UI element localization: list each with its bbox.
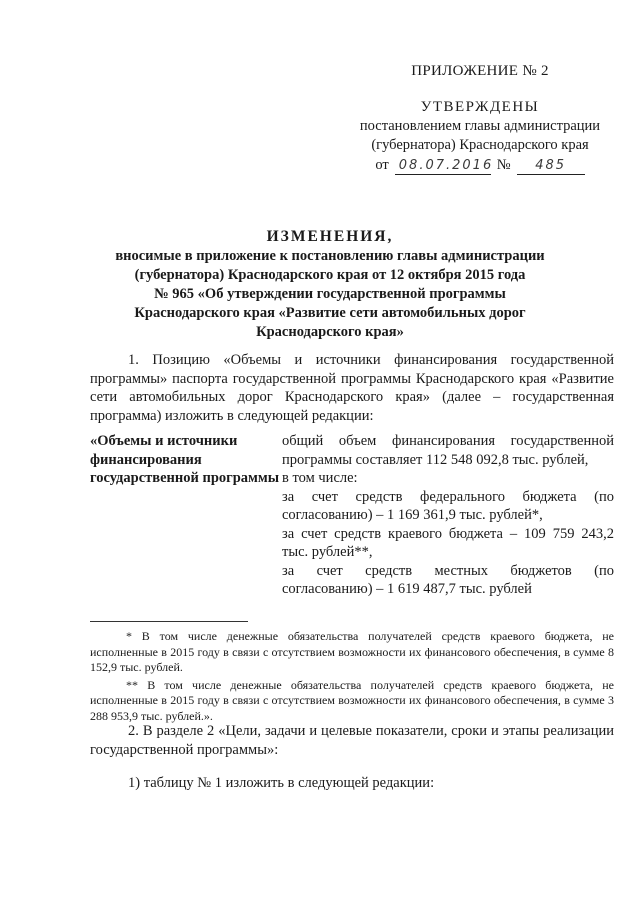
footnotes bbox=[90, 629, 614, 726]
title-line-1: вносимые в приложение к постановлению главы администрации bbox=[115, 248, 545, 264]
date-prefix: от bbox=[375, 157, 389, 173]
title-line-5: Краснодарского края» bbox=[256, 324, 404, 340]
paragraph-3: 1) таблицу № 1 изложить в следующей редакции: bbox=[128, 775, 435, 791]
title-line-3: № 965 «Об утверждении государственной программы bbox=[154, 286, 506, 302]
approval-line-1: постановлением главы администрации bbox=[359, 118, 601, 134]
paragraph-2: 2. В разделе 2 «Цели, задачи и целевые показатели, сроки и этапы реализации государственной программы»: bbox=[90, 723, 614, 758]
handwritten-date: 08.07.2016 bbox=[395, 157, 491, 175]
financing-label: «Объемы и источники финансирования государственной программы bbox=[90, 433, 280, 486]
title-heading: ИЗМЕНЕНИЯ, bbox=[266, 228, 394, 245]
financing-federal: за счет средств федерального бюджета (по согласованию) – 1 169 361,9 тыс. рублей*, bbox=[282, 488, 614, 523]
financing-values bbox=[282, 432, 614, 599]
title-line-4: Краснодарского края «Развитие сети автомобильных дорог bbox=[134, 305, 526, 321]
approval-line-2: (губернатора) Краснодарского края bbox=[371, 137, 589, 153]
paragraph-1: 1. Позицию «Объемы и источники финансирования государственной программы» паспорта государственной программы Краснодарского края «Развитие сети автомобильных дорог Краснодарского края» (далее – государственная программа) изложить в следующей редакции: bbox=[90, 352, 614, 424]
date-number-line bbox=[330, 156, 630, 175]
financing-total: общий объем финансирования государственной программы составляет 112 548 092,8 тыс. рублей, bbox=[282, 433, 614, 468]
footnote-divider bbox=[90, 621, 248, 622]
title-line-2: (губернатора) Краснодарского края от 12 октября 2015 года bbox=[134, 267, 526, 283]
footnote-1: * В том числе денежные обязательства получателей средств краевого бюджета, не исполненные в 2015 году в связи с отсутствием возможности их финансового обеспечения, в сумме 8 152,9 тыс. рублей. bbox=[90, 629, 614, 674]
handwritten-number: 485 bbox=[517, 157, 585, 175]
financing-table bbox=[90, 432, 614, 599]
footnote-2: ** В том числе денежные обязательства получателей средств краевого бюджета, не исполненные в 2015 году в связи с отсутствием возможности их финансового обеспечения, в сумме 3 288 953,9 тыс. рублей.». bbox=[90, 677, 614, 723]
approved-label: УТВЕРЖДЕНЫ bbox=[420, 99, 540, 115]
document-title bbox=[90, 227, 570, 342]
number-prefix: № bbox=[496, 157, 511, 173]
financing-including: в том числе: bbox=[282, 470, 358, 486]
financing-regional: за счет средств краевого бюджета – 109 759 243,2 тыс. рублей**, bbox=[282, 525, 614, 560]
financing-local: за счет средств местных бюджетов (по согласованию) – 1 619 487,7 тыс. рублей bbox=[282, 562, 614, 597]
approval-block bbox=[330, 62, 630, 175]
appendix-label: ПРИЛОЖЕНИЕ № 2 bbox=[411, 63, 549, 79]
